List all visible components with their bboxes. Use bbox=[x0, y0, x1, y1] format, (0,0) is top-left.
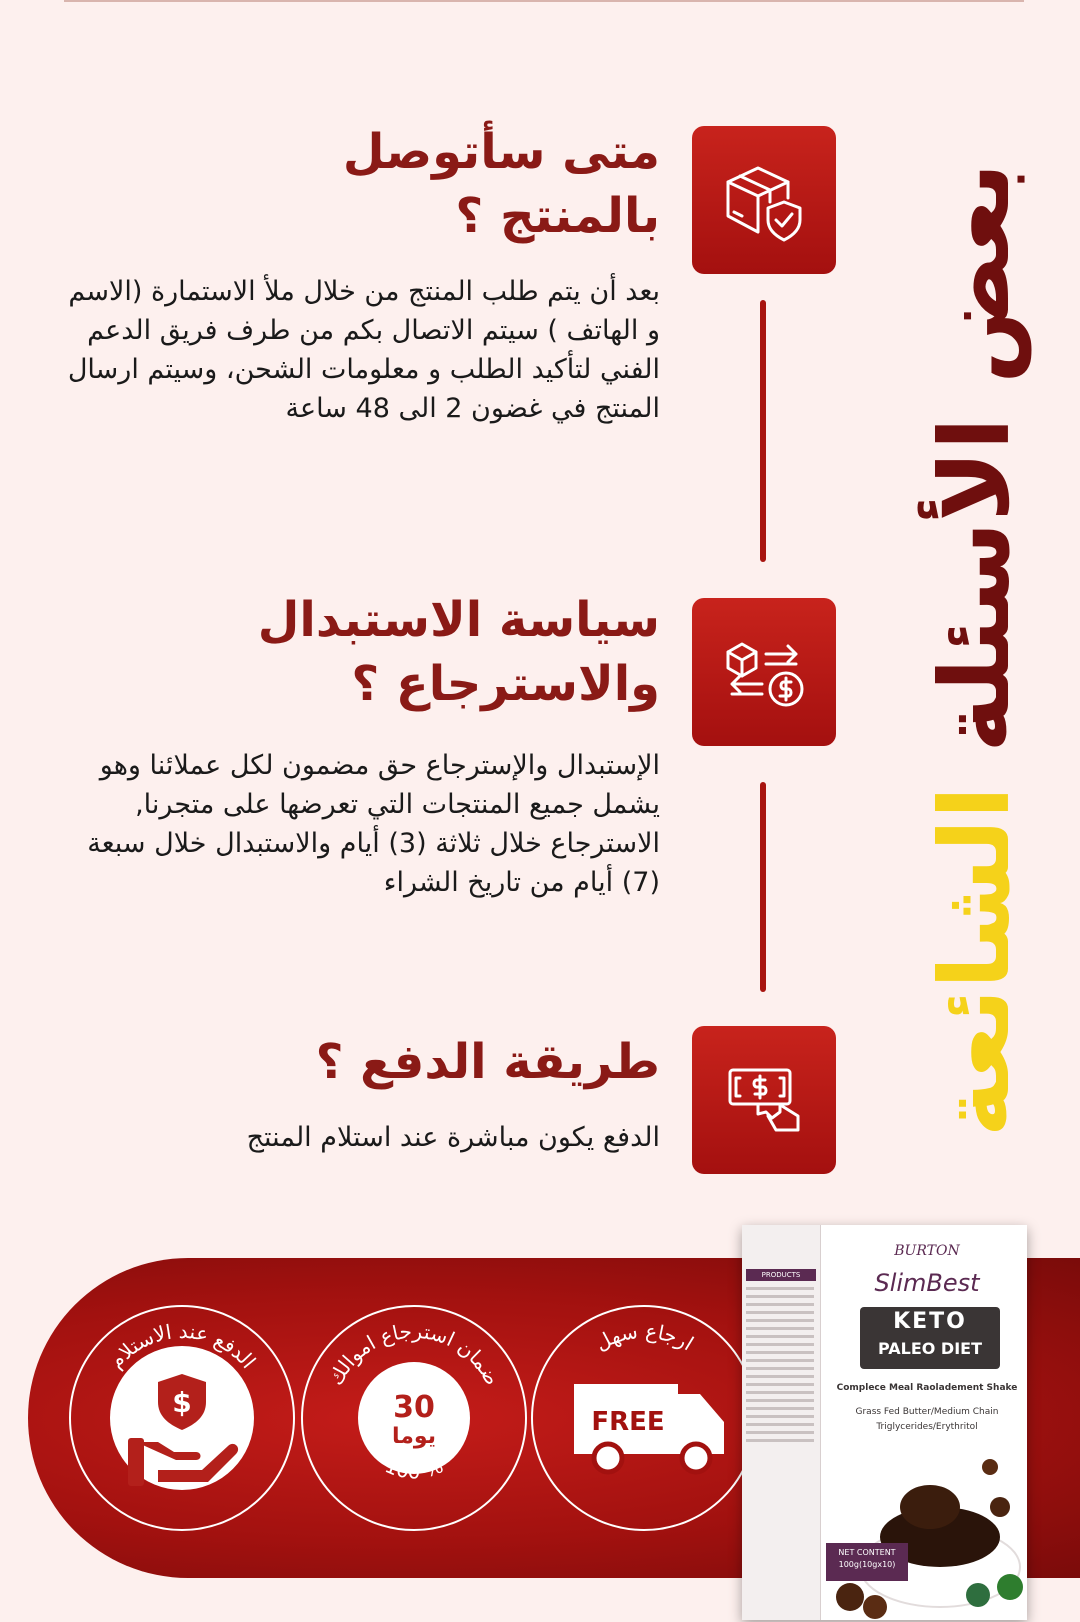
box-shield-icon bbox=[692, 126, 836, 274]
returns-arc-text: ارجاع سهل bbox=[590, 1318, 698, 1356]
faq-body-payment: الدفع يكون مباشرة عند استلام المنتج bbox=[246, 1122, 660, 1153]
product-box-image bbox=[742, 1225, 1027, 1620]
faq-body-delivery: بعد أن يتم طلب المنتج من خلال ملأ الاستمارة (الاسم و الهاتف ) سيتم الاتصال بكم من طرف فريق الدعم الفني لتأكيد الطلب و معلومات الشحن، وسيتم ارسال المنتج في غضون 2 الى 48 ساعة bbox=[67, 276, 660, 424]
guarantee-days-unit: يوما bbox=[392, 1424, 436, 1449]
net-label: NET CONTENT bbox=[838, 1548, 896, 1557]
money-back-badge bbox=[298, 1302, 530, 1534]
faq-title-line2: بالمنتج ؟ bbox=[455, 188, 660, 244]
faq-title-line1: طريقة الدفع ؟ bbox=[315, 1034, 660, 1090]
cod-arc-text: الدفع عند الاستلام bbox=[103, 1318, 261, 1373]
faq-title-payment bbox=[60, 1030, 660, 1094]
faq-body-returns: الإستبدال والإسترجاع حق مضمون لكل عملائنا وهو يشمل جميع المنتجات التي تعرضها على متجرنا, الاسترجاع خلال ثلاثة (3) أيام والاستبدال خلال سبعة (7) أيام من تاريخ الشراء bbox=[87, 750, 660, 898]
heading-text bbox=[919, 162, 1031, 1138]
truck-free-label: FREE bbox=[591, 1407, 665, 1437]
guarantee-days-number: 30 bbox=[393, 1390, 435, 1425]
product-label bbox=[860, 1307, 1000, 1369]
faq-title-delivery bbox=[60, 120, 660, 248]
product-description: Grass Fed Butter/Medium Chain Triglycerides/Erythritol bbox=[855, 1407, 999, 1432]
net-value: 100g(10gx10) bbox=[838, 1560, 896, 1569]
vertical-heading bbox=[900, 90, 1050, 1210]
top-divider bbox=[64, 0, 1024, 2]
product-brand: BURTON bbox=[894, 1243, 960, 1259]
product-side-panel bbox=[742, 1225, 821, 1620]
product-net-content bbox=[826, 1543, 908, 1581]
cod-badge bbox=[66, 1302, 298, 1534]
cash-payment-icon bbox=[692, 1026, 836, 1174]
guarantee-arc-text: ضمان استرجاع اموالك bbox=[323, 1318, 505, 1390]
product-side-header: PRODUCTS bbox=[746, 1269, 816, 1281]
heading-part2: الأسئلة bbox=[919, 417, 1031, 753]
heading-part3: الشائعة bbox=[919, 786, 1031, 1138]
connector-line bbox=[760, 300, 766, 562]
exchange-refund-icon bbox=[692, 598, 836, 746]
faq-title-line2: والاسترجاع ؟ bbox=[351, 656, 660, 712]
faq-title-line1: سياسة الاستبدال bbox=[257, 592, 660, 648]
svg-text:$: $ bbox=[172, 1386, 192, 1419]
faq-title-line1: متى سأتوصل bbox=[342, 124, 660, 180]
heading-part1: بعض bbox=[919, 162, 1031, 384]
easy-returns-badge bbox=[528, 1302, 760, 1534]
product-subtitle: Complece Meal Raoladement Shake bbox=[836, 1383, 1018, 1393]
product-line2: PALEO DIET bbox=[877, 1339, 982, 1358]
faq-title-returns bbox=[60, 588, 660, 716]
coffee-illustration bbox=[820, 1447, 1027, 1620]
product-line1: KETO bbox=[893, 1309, 967, 1334]
guarantee-percent: 100 % bbox=[381, 1453, 447, 1484]
connector-line bbox=[760, 782, 766, 992]
product-name: SlimBest bbox=[874, 1269, 980, 1297]
